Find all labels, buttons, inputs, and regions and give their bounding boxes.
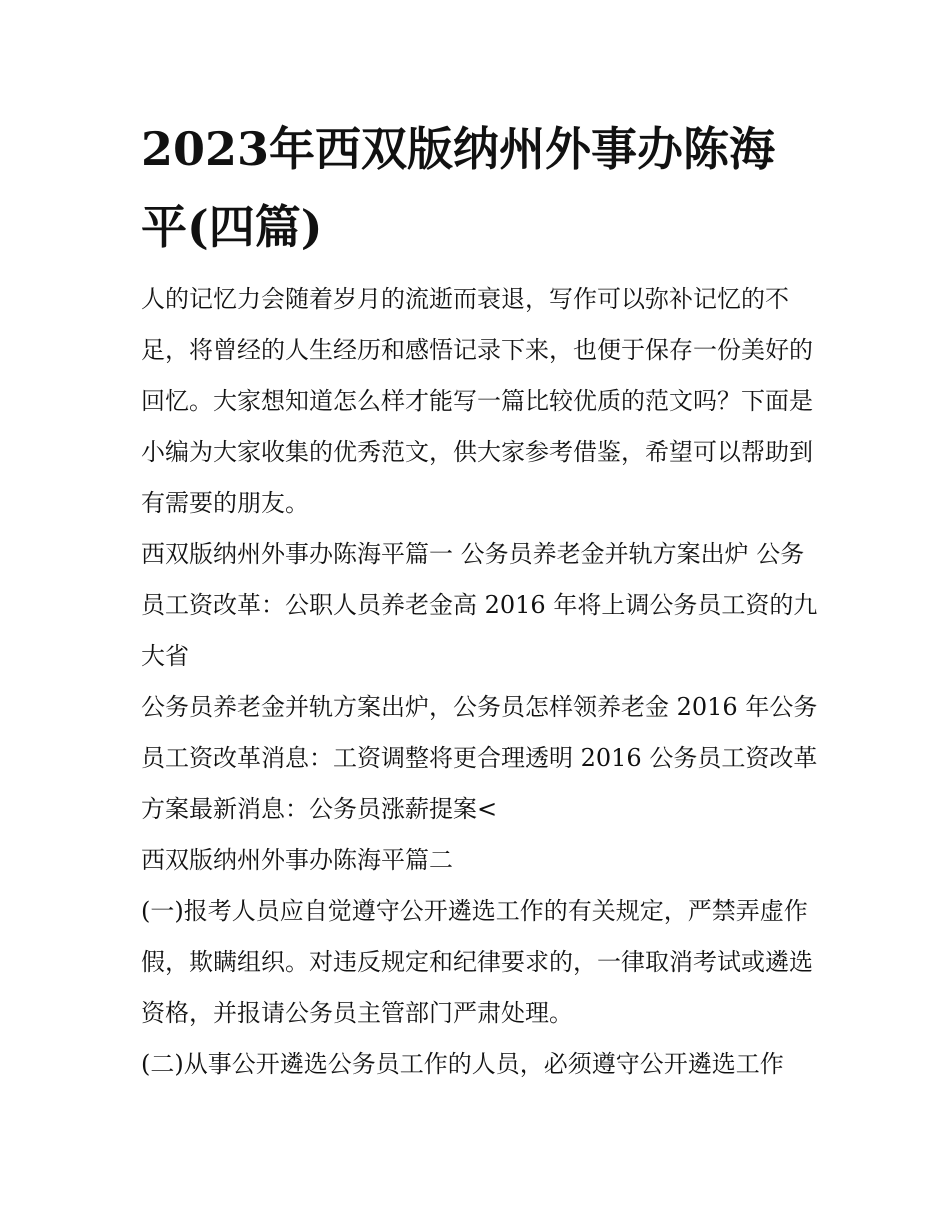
rule-one-paragraph: (一)报考人员应自觉遵守公开遴选工作的有关规定，严禁弄虚作假，欺瞒组织。对违反规定和纪律要求的，一律取消考试或遴选资格，并报请公务员主管部门严肃处理。 [141,897,813,1027]
rule-two-paragraph: (二)从事公开遴选公务员工作的人员，必须遵守公开遴选工作 [141,1050,784,1078]
section-two-heading: 西双版纳州外事办陈海平篇二 [141,846,453,874]
intro-paragraph: 人的记忆力会随着岁月的流逝而衰退，写作可以弥补记忆的不足，将曾经的人生经历和感悟记录下来，也便于保存一份美好的回忆。大家想知道怎么样才能写一篇比较优质的范文吗？下面是小编为大家收集的优秀范文，供大家参考借鉴，希望可以帮助到有需要的朋友。 [141,285,813,517]
pension-paragraph: 公务员养老金并轨方案出炉，公务员怎样领养老金 2016 年公务员工资改革消息：工资调整将更合理透明 2016 公务员工资改革方案最新消息：公务员涨薪提案< [141,693,818,823]
document-page [141,110,821,1090]
document-title: 2023年西双版纳州外事办陈海平(四篇) [141,122,776,254]
section-one-paragraph: 西双版纳州外事办陈海平篇一 公务员养老金并轨方案出炉 公务员工资改革：公职人员养老金高 2016 年将上调公务员工资的九大省 [141,540,818,670]
